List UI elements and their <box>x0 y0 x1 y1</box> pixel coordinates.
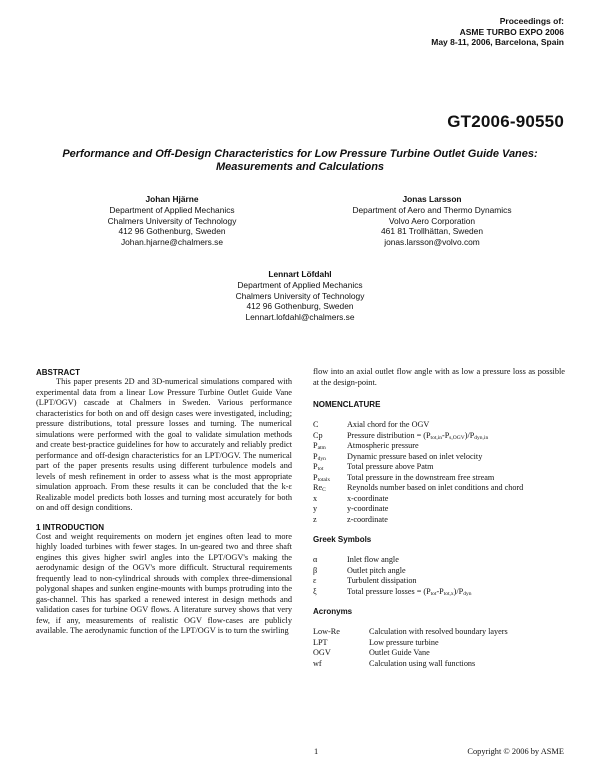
greek-definition: Outlet pitch angle <box>347 565 406 575</box>
paper-id: GT2006-90550 <box>447 112 564 131</box>
nomenclature-definition: x-coordinate <box>347 493 389 503</box>
acronym-term: wf <box>313 658 322 668</box>
continued-text: flow into an axial outlet flow angle with as low a pressure loss as possible at the design-point. <box>313 367 565 387</box>
nomenclature-row <box>313 473 565 484</box>
nomenclature-symbol: Cp <box>313 430 323 440</box>
greek-symbols-heading: Greek Symbols <box>313 535 372 544</box>
author-address: 461 81 Trollhättan, Sweden <box>381 226 483 237</box>
nomenclature-definition: z-coordinate <box>347 514 388 524</box>
greek-definition: Total pressure losses = $(P_{tot}-P_{tot,x})/P_{dyn}$ <box>347 586 472 597</box>
author-affiliation: Department of Applied Mechanics <box>109 204 235 215</box>
acronym-row <box>313 659 565 670</box>
greek-row <box>313 587 565 598</box>
title-line: Performance and Off-Design Characteristics for Low Pressure Turbine Outlet Guide Vanes: <box>62 148 538 160</box>
nomenclature-definition: Axial chord for the OGV <box>347 420 430 429</box>
author-name: Lennart Löfdahl <box>268 269 332 279</box>
nomenclature-symbol: $P_{dyn}$ <box>313 451 326 462</box>
nomenclature-row <box>313 515 565 526</box>
author-affiliation: Chalmers University of Technology <box>107 215 237 226</box>
acronym-term: OGV <box>313 648 331 657</box>
nomenclature-heading: NOMENCLATURE <box>313 400 381 409</box>
author-address: 412 96 Gothenburg, Sweden <box>246 301 354 312</box>
abstract-heading: ABSTRACT <box>36 368 80 377</box>
acronym-row <box>313 638 565 649</box>
nomenclature-row <box>313 452 565 463</box>
nomenclature-row <box>313 494 565 505</box>
author-email: jonas.larsson@volvo.com <box>384 237 480 248</box>
nomenclature-symbol: y <box>313 504 318 513</box>
greek-definition: Inlet flow angle <box>347 555 399 564</box>
title-line: Measurements and Calculations <box>215 161 385 173</box>
greek-symbol: ξ <box>313 586 317 596</box>
author-block <box>190 269 410 323</box>
greek-symbols-list <box>313 555 565 597</box>
greek-symbol: α <box>313 555 318 564</box>
right-column <box>313 367 565 669</box>
acronym-definition: Calculation using wall functions <box>369 658 476 668</box>
author-name: Johan Hjärne <box>145 194 199 204</box>
greek-symbol: β <box>313 565 318 575</box>
author-affiliation: Department of Applied Mechanics <box>237 279 363 290</box>
copyright: Copyright © 2006 by ASME <box>467 747 564 756</box>
author-affiliation: Volvo Aero Corporation <box>388 215 476 226</box>
nomenclature-row <box>313 420 565 431</box>
nomenclature-definition: Pressure distribution = $(P_{tot,in}-P_{s,OGV})/P_{dyn,in}$ <box>347 430 489 441</box>
nomenclature-definition: Atmospheric pressure <box>347 441 419 450</box>
acronym-term: Low-Re <box>313 627 340 636</box>
nomenclature-row <box>313 483 565 494</box>
conference-date-location: May 8-11, 2006, Barcelona, Spain <box>431 37 564 48</box>
nomenclature-symbol: $Re_C$ <box>313 483 326 493</box>
acronym-definition: Low pressure turbine <box>369 637 439 647</box>
author-affiliation: Chalmers University of Technology <box>235 290 365 301</box>
nomenclature-row <box>313 462 565 473</box>
introduction-heading: 1 INTRODUCTION <box>36 522 104 532</box>
acronym-term: LPT <box>313 637 328 647</box>
acronyms-list <box>313 627 565 669</box>
conference-name: ASME TURBO EXPO 2006 <box>459 26 564 37</box>
nomenclature-row <box>313 441 565 452</box>
nomenclature-symbol: $P_{tot}$ <box>313 462 324 472</box>
nomenclature-definition: y-coordinate <box>347 504 389 513</box>
greek-row <box>313 576 565 587</box>
greek-row <box>313 555 565 566</box>
greek-definition: Turbulent dissipation <box>347 576 417 585</box>
acronym-row <box>313 648 565 659</box>
greek-symbol: ε <box>313 576 317 585</box>
acronyms-heading: Acronyms <box>313 607 353 616</box>
author-address: 412 96 Gothenburg, Sweden <box>118 226 226 237</box>
nomenclature-row <box>313 431 565 442</box>
author-email: Lennart.lofdahl@chalmers.se <box>245 312 355 323</box>
nomenclature-symbol: z <box>313 514 317 524</box>
page-number: 1 <box>314 747 319 756</box>
acronym-row <box>313 627 565 638</box>
abstract-text: This paper presents 2D and 3D-numerical simulations compared with experimental data from a linear Low Pressure Turbine Outlet Guide Vane (LPT/OGV) cascade at Chalmers in Sweden. Various performance characteristics for both on and off design cases were investigated, including; pressure distributions, total pressure losses and turning. The numerical simulations were performed with the goal to validate simulation methods and create best-practice guidelines for how to accurately and reliably predict performance and off-design characteristics for an LPT/OGV. The numerical part of the paper presents results using different turbulence models and levels of mesh refinement in order to assess what is the most appropriate simulation approach. From these results it can be concluded that the k-ε Realizable model predicts both losses and turning most accurately for both on and off design conditions. <box>36 377 292 512</box>
paper-title <box>30 148 570 174</box>
nomenclature-list <box>313 420 565 525</box>
author-name: Jonas Larsson <box>402 194 462 204</box>
nomenclature-definition: Dynamic pressure based on inlet velocity <box>347 451 483 461</box>
left-column <box>36 368 292 637</box>
nomenclature-definition: Total pressure above Patm <box>347 462 434 471</box>
proceedings-block <box>431 16 564 48</box>
introduction-text: Cost and weight requirements on modern jet engines often lead to more highly loaded turbines with fewer stages. In un-geared two and three shaft engines this gives higher swirl angles into the LPT/OGV's making the aerodynamic design of the OGV's more difficult. Structural requirements frequently lead to non-cylindrical shrouds with complex three-dimensional polygonal shapes and sunken engine-mounts with bumps protruding into the gas-channel. This has sparked a renewed interest in design methods and validation cases for turbine OGV flows. A literature survey shows that very few, if any, measurements of realistic OGV flow-cases are publicly available. The aerodynamic function of the LPT/OGV is to turn the swirling <box>36 531 292 635</box>
author-block <box>322 194 542 248</box>
nomenclature-symbol: x <box>313 493 318 503</box>
greek-row <box>313 566 565 577</box>
acronym-definition: Calculation with resolved boundary layers <box>369 627 508 636</box>
nomenclature-symbol: $P_{totalx}$ <box>313 472 331 483</box>
author-affiliation: Department of Aero and Thermo Dynamics <box>352 204 512 215</box>
nomenclature-row <box>313 504 565 515</box>
author-block <box>62 194 282 248</box>
proceedings-line: Proceedings of: <box>499 16 564 26</box>
nomenclature-symbol: C <box>313 420 319 429</box>
author-email: Johan.hjarne@chalmers.se <box>120 237 224 248</box>
acronym-definition: Outlet Guide Vane <box>369 648 430 657</box>
nomenclature-symbol: $P_{atm}$ <box>313 441 326 451</box>
nomenclature-definition: Reynolds number based on inlet conditions and chord <box>347 483 524 492</box>
nomenclature-definition: Total pressure in the downstream free stream <box>347 472 495 482</box>
